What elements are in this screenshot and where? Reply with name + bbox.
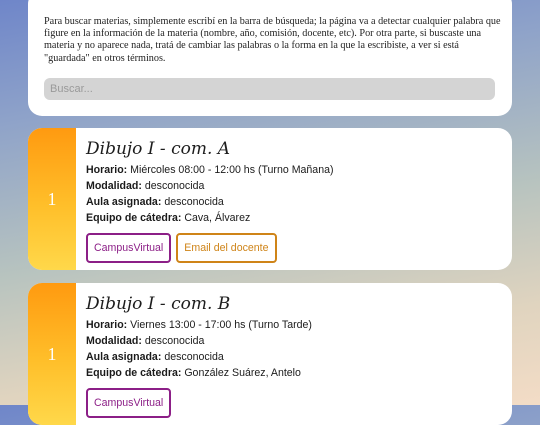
course-equipo	[86, 210, 502, 226]
aula-label: Aula asignada:	[86, 196, 162, 208]
campus-virtual-button[interactable]: CampusVirtual	[86, 233, 171, 263]
equipo-label: Equipo de cátedra:	[86, 212, 182, 224]
course-card	[28, 128, 512, 270]
aula-value: desconocida	[164, 351, 224, 363]
modalidad-value: desconocida	[144, 180, 205, 192]
course-equipo	[86, 365, 502, 381]
equipo-label: Equipo de cátedra:	[86, 367, 182, 379]
modalidad-label: Modalidad:	[86, 180, 142, 192]
course-modalidad	[86, 333, 502, 349]
course-year: 1	[47, 188, 57, 209]
aula-label: Aula asignada:	[86, 351, 162, 363]
search-input[interactable]	[44, 78, 495, 100]
course-title: Dibujo I - com. B	[86, 294, 231, 314]
campus-virtual-button[interactable]: CampusVirtual	[86, 388, 171, 418]
course-card	[28, 283, 512, 425]
course-horario	[86, 162, 502, 178]
modalidad-value: desconocida	[144, 335, 205, 347]
horario-label: Horario:	[86, 319, 128, 331]
course-year-badge	[28, 283, 76, 425]
email-docente-button[interactable]: Email del docente	[176, 233, 276, 263]
horario-value: Miércoles 08:00 - 12:00 hs (Turno Mañana)	[130, 164, 334, 176]
course-modalidad	[86, 178, 502, 194]
course-details	[86, 291, 502, 381]
course-details	[86, 136, 502, 226]
search-card	[28, 0, 512, 116]
equipo-value: González Suárez, Antelo	[184, 367, 301, 379]
course-year-badge	[28, 128, 76, 270]
course-year: 1	[47, 343, 57, 364]
modalidad-label: Modalidad:	[86, 335, 142, 347]
equipo-value: Cava, Álvarez	[184, 212, 251, 224]
horario-value: Viernes 13:00 - 17:00 hs (Turno Tarde)	[130, 319, 312, 331]
course-aula	[86, 349, 502, 365]
course-actions	[86, 388, 171, 418]
course-actions	[86, 233, 277, 263]
course-aula	[86, 194, 502, 210]
course-title: Dibujo I - com. A	[86, 139, 231, 159]
search-help-text: Para buscar materias, simplemente escribí en la barra de búsqueda; la página va a detectar cualquier palabra que figure en la información de la materia (nombre, año, comisión, docente, etc). Por otra parte, si buscaste una materia y no aparece nada, tratá de cambiar las palabras o la forma en la que la escribiste, a ver si está "guardada" en otros términos.	[44, 16, 501, 64]
horario-label: Horario:	[86, 164, 128, 176]
course-horario	[86, 317, 502, 333]
aula-value: desconocida	[164, 196, 224, 208]
